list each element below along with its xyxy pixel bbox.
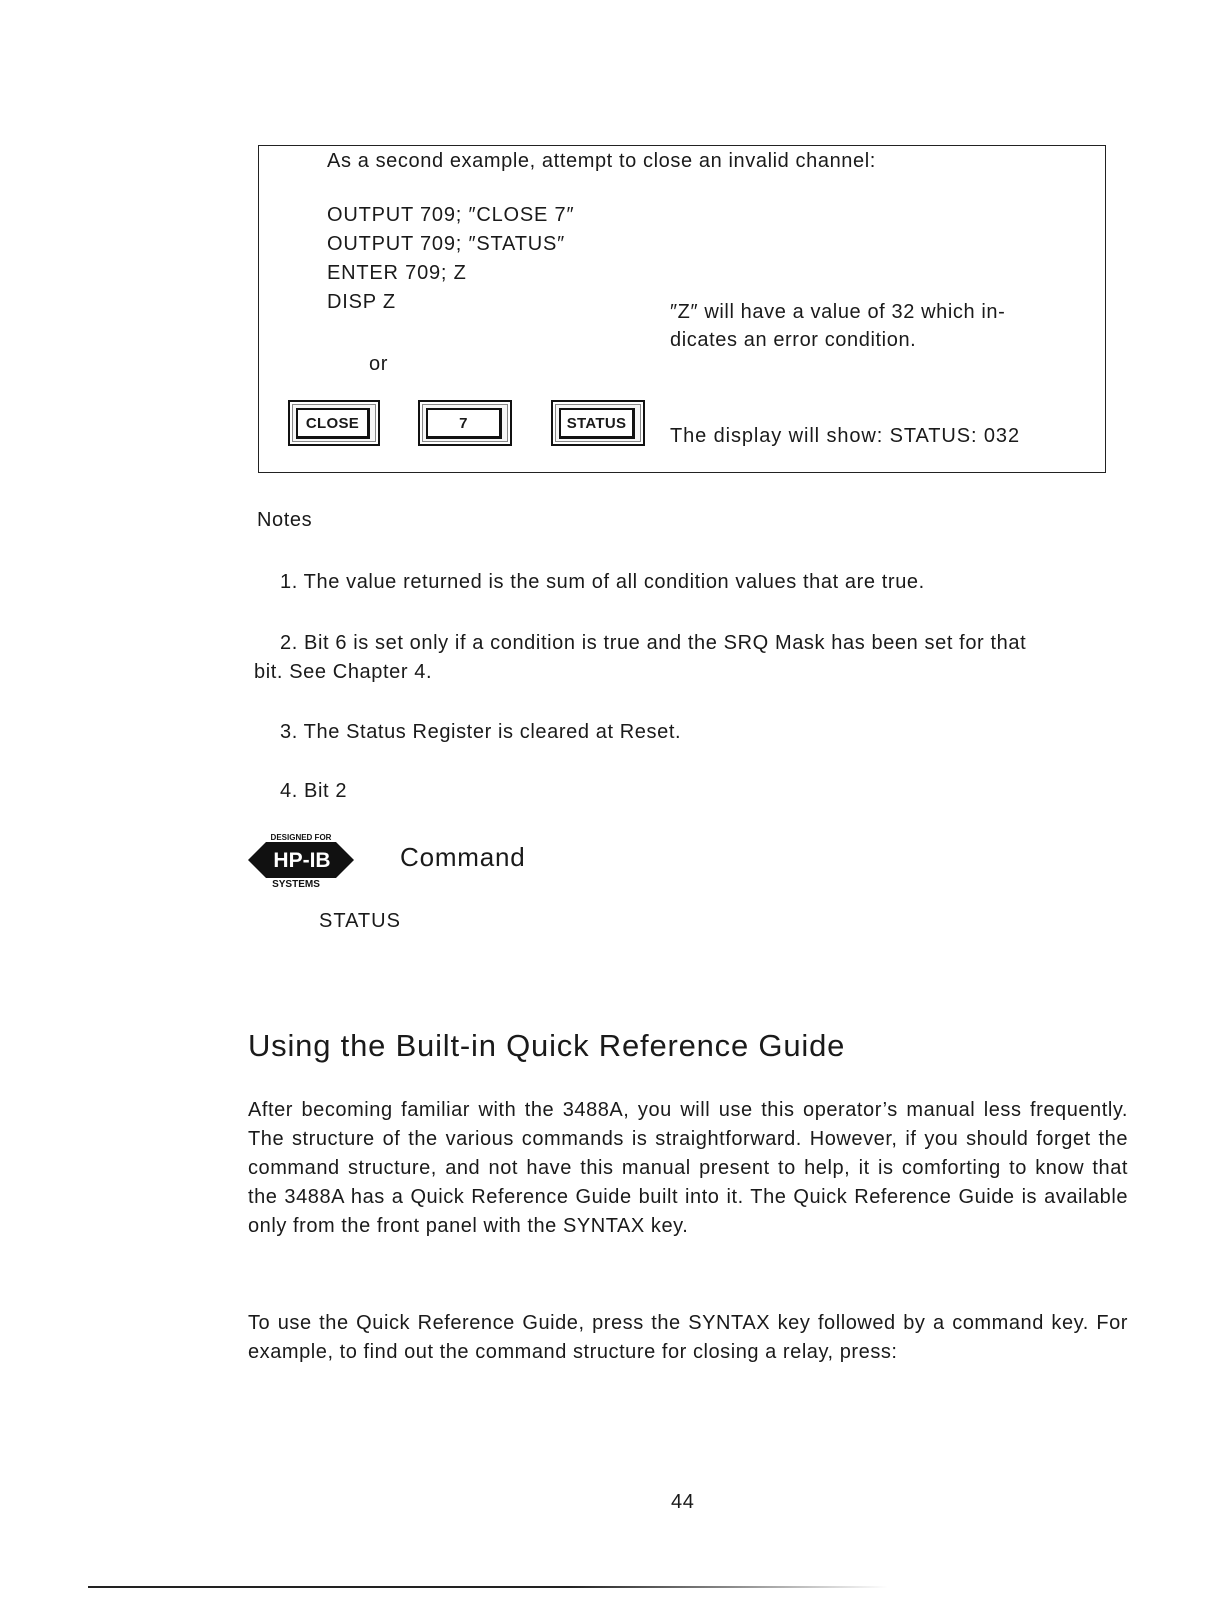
close-key — [288, 400, 380, 446]
page-number: 44 — [671, 1491, 695, 1513]
status-key — [551, 400, 645, 446]
section-heading: Using the Built-in Quick Reference Guide — [248, 1028, 846, 1063]
note-2-line-2: bit. See Chapter 4. — [254, 661, 433, 683]
seven-key-label: 7 — [426, 408, 502, 439]
note-1: 1. The value returned is the sum of all condition values that are true. — [280, 571, 925, 593]
section-paragraph-2: To use the Quick Reference Guide, press the SYNTAX key followed by a command key. For example, to find out the command structure for closing a relay, press: — [248, 1312, 1128, 1363]
seven-key — [418, 400, 512, 446]
example-intro: As a second example, attempt to close an invalid channel: — [327, 150, 876, 172]
status-key-label: STATUS — [559, 408, 635, 439]
display-text: The display will show: STATUS: 032 — [670, 425, 1020, 447]
hpib-logo — [246, 832, 358, 888]
command-label: Command — [400, 842, 526, 872]
code-line-2: OUTPUT 709; ″STATUS″ — [327, 233, 565, 255]
note-4: 4. Bit 2 — [280, 780, 348, 802]
close-key-label: CLOSE — [296, 408, 370, 439]
code-line-3: ENTER 709; Z — [327, 262, 467, 284]
bottom-rule — [88, 1586, 888, 1588]
command-name: STATUS — [319, 910, 401, 932]
note-3: 3. The Status Register is cleared at Reset. — [280, 721, 682, 743]
hpib-logo-graphic — [246, 832, 358, 888]
logo-main-text: HP-IB — [273, 849, 331, 872]
note-2-line-1: 2. Bit 6 is set only if a condition is true and the SRQ Mask has been set for that — [280, 632, 1027, 654]
code-line-1: OUTPUT 709; ″CLOSE 7″ — [327, 204, 575, 226]
comment-line-2: dicates an error condition. — [670, 329, 917, 351]
notes-title: Notes — [257, 509, 313, 531]
code-line-4: DISP Z — [327, 291, 396, 313]
logo-top-text: DESIGNED FOR — [270, 833, 332, 842]
comment-line-1: ″Z″ will have a value of 32 which in- — [670, 301, 1006, 323]
section-paragraph-1: After becoming familiar with the 3488A, you will use this operator’s manual less frequently. The structure of the various commands is straightforward. However, if you should forget the command structure, and not have this manual present to help, it is comforting to know that the 3488A has a Quick Reference Guide built into it. The Quick Reference Guide is available only from the front panel with the SYNTAX key. — [248, 1099, 1128, 1237]
logo-bottom-text: SYSTEMS — [272, 879, 320, 888]
or-text: or — [369, 353, 388, 375]
